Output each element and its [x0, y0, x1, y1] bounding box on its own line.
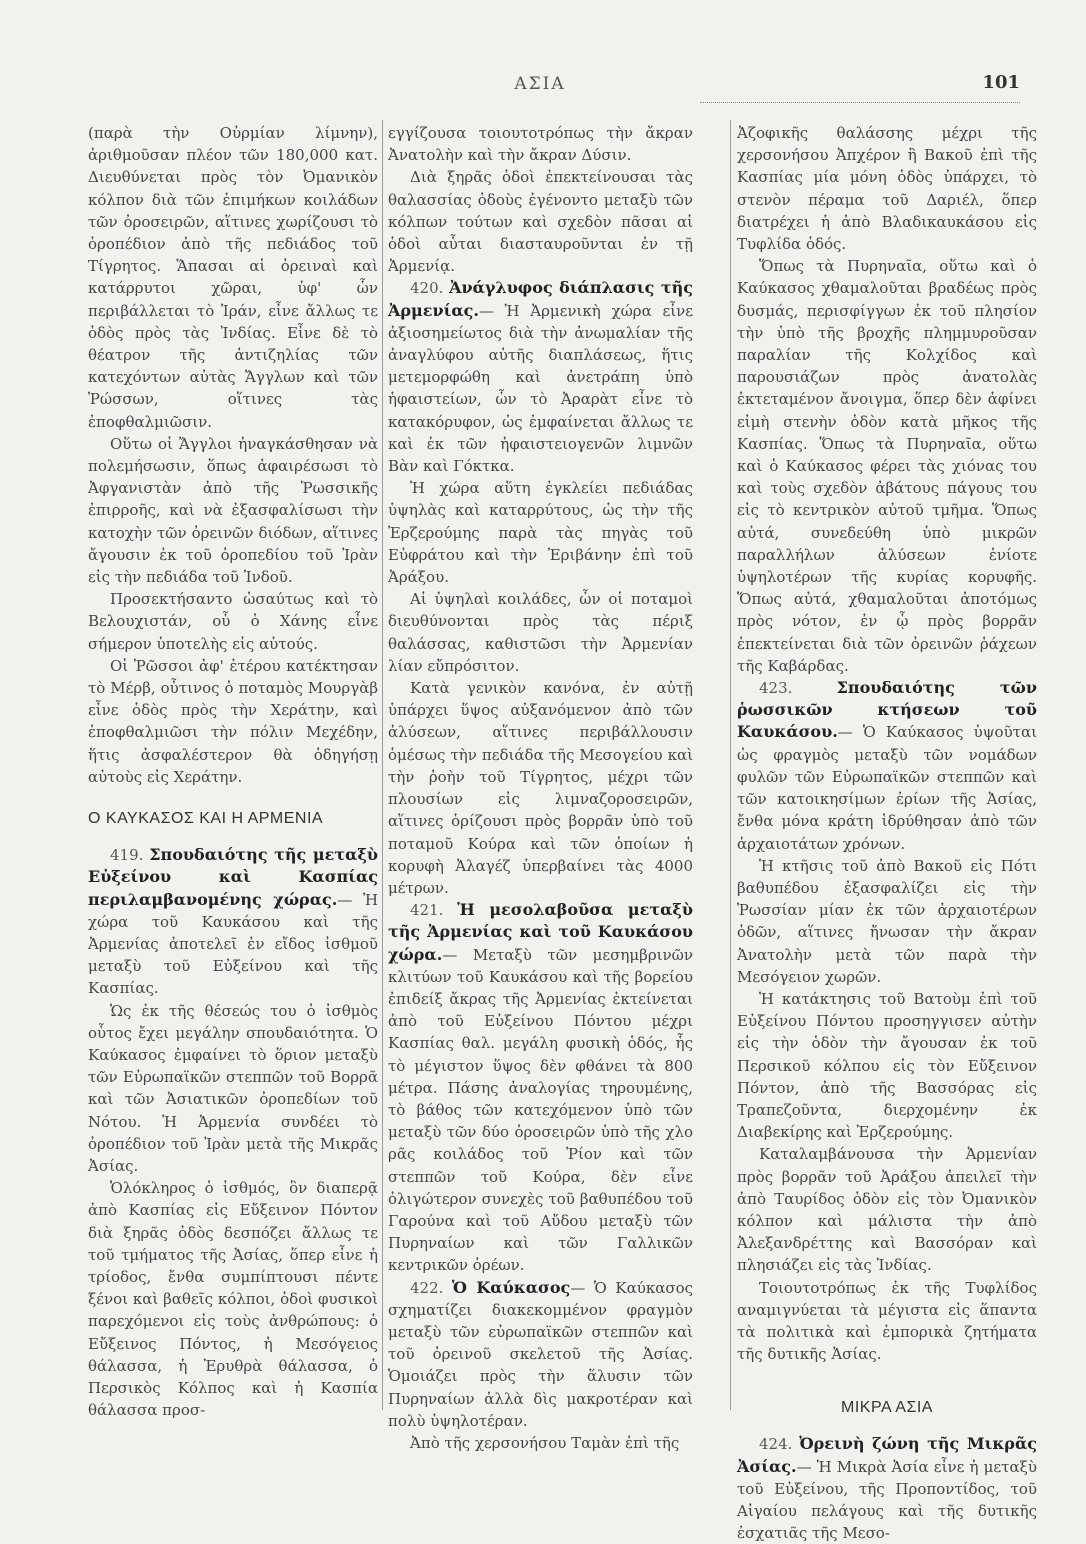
section-number: 421.	[410, 901, 444, 920]
section-424	[737, 1433, 1037, 1544]
paragraph: Ἡ κατάκτησις τοῦ Βατοὺμ ἐπὶ τοῦ Εὐξείνου Πόντου προσηγγισεν αὐτὴν εἰς τὴν ὁδὸν τὴν ἄγουσαν ἐκ τοῦ Περσικοῦ κόλπου εἰς τὸν Εὔξεινον Πόντον, ἀπὸ τῆς Βασσόρας εἰς Τραπεζοῦντα, διερχομένην ἐκ Διαβεκίρης καὶ Ἐρζερούμης.	[737, 989, 1037, 1142]
section-text: — Μεταξὺ τῶν μεσημβρινῶν κλιτύων τοῦ Καυκάσου καὶ τῆς βορείου ἐπιδείξ ἄκρας τῆς Ἀρμενίας ἐκτείνεται ἀπὸ τοῦ Εὐξείνου Πόντου μέχρι Κασπίας θαλ. μεγάλη φυσικὴ ὁδός, ἧς τὸ μέγιστον ὕψος δὲν φθάνει τὰ 800 μέτρα. Πάσης ἀναλογίας τηρουμένης, τὸ βάθος τῶν κατεχόμενον ὑπὸ τῶν μεταξὺ τῶν δύο ὀροσειρῶν ὑπὸ τῆς χλο ρᾶς κοιλάδος τοῦ Ῥίον καὶ τῶν στεππῶν τοῦ Κούρα, δὲν εἶνε ὀλιγώτερον συνεχὲς τοῦ βαθυπέδου τοῦ Γαρούνα καὶ τοῦ Αὔδου μεταξὺ τῶν Πυρηναίων καὶ τῶν Γαλλικῶν κεντρικῶν ὀρέων.	[388, 945, 693, 1275]
section-421	[388, 899, 693, 1276]
paragraph: Ὁλόκληρος ὁ ἰσθμός, ὃν διαπερᾷ ἀπὸ Κασπίας εἰς Εὔξεινον Πόντον διὰ ξηρᾶς ὁδὸς δεσπόζει ἄλλως τε τοῦ τμήματος τῆς Ἀσίας, ὅπερ εἶνε ἡ τρίοδος, ἔνθα συμπίπτουσι πέντε ξένοι καὶ βαθεῖς κόλποι, ὁδοὶ φυσικοὶ παρεχόμενοι εἰς τοὺς ἀνθρώπους: ὁ Εὔξεινος Πόντος, ἡ Μεσόγειος θάλασσα, ἡ Ἐρυθρὰ θάλασσα, ὁ Περσικὸς Κόλπος καὶ ἡ Κασπία θάλασσα προσ-	[88, 1179, 378, 1420]
paragraph: Καταλαμβάνουσα τὴν Ἀρμενίαν πρὸς βορρᾶν τοῦ Ἀράξου ἀπειλεῖ τὴν ἀπὸ Ταυρίδος ὁδὸν εἰς τὸν Ὀμανικὸν κόλπον καὶ μάλιστα τὴν ἀπὸ Ἀλεξανδρέττης καὶ Βασσόραν καὶ πλησιάζει εἰς τὰς Ἰνδίας.	[737, 1145, 1037, 1275]
paragraph: Ἡ κτῆσις τοῦ ἀπὸ Βακοῦ εἰς Πότι βαθυπέδου ἐξασφαλίζει εἰς τὴν Ῥωσσίαν μίαν ἐκ τῶν ἀρχαιοτέρων ὁδῶν, αἵτινες ἤνωσαν τὴν ἄκραν Ἀνατολὴν μετὰ τῶν παρὰ τὴν Μεσόγειον χωρῶν.	[737, 856, 1037, 986]
paragraph: Ἀπὸ τῆς χερσονήσου Ταμὰν ἐπὶ τῆς	[410, 1433, 680, 1452]
paragraph: Ὡς ἐκ τῆς θέσεώς του ὁ ἰσθμὸς οὗτος ἔχει μεγάλην σπουδαιότητα. Ὁ Καύκασος ἐμφαίνει τὸ ὅριον μεταξὺ τῶν Εὐρωπαϊκῶν στεππῶν τοῦ Βορρᾶ καὶ τῶν Ἀσιατικῶν ὀροπεδίων τοῦ Νότου. Ἡ Ἀρμενία συνδέει τὸ ὀροπέδιον τοῦ Ἰρὰν μετὰ τῆς Μικρᾶς Ἀσίας.	[88, 1001, 378, 1175]
section-heading: Ο ΚΑΥΚΑΣΟΣ ΚΑΙ Η ΑΡΜΕΝΙΑ	[88, 810, 324, 828]
section-text: — Ἡ χώρα τοῦ Καυκάσου καὶ τῆς Ἀρμενίας ἀποτελεῖ ἐν εἴδος ἰσθμοῦ μεταξὺ τοῦ Εὐξείνου καὶ τῆς Κασπίας.	[88, 890, 378, 998]
paragraph: εγγίζουσα τοιουτοτρόπως τὴν ἄκραν Ἀνατολὴν καὶ τὴν ἄκραν Δύσιν.	[388, 124, 693, 165]
section-number: 422.	[410, 1278, 444, 1297]
section-419	[88, 844, 378, 999]
section-422	[388, 1277, 693, 1432]
section-title: Σπουδαιότης τῶν ῥωσσικῶν κτήσεων τοῦ Καυκάσου.	[737, 678, 1037, 742]
paragraph: Ἡ χώρα αὕτη ἐγκλείει πεδιάδας ὑψηλὰς καὶ καταρρύτους, ὡς τὴν τῆς Ἐρζερούμης παρὰ τὰς πηγὰς τοῦ Εὐφράτου καὶ τὴν Ἐριβάνην ἐπὶ τοῦ Ἀράξου.	[388, 479, 693, 587]
section-423	[737, 677, 1037, 855]
section-title: Σπουδαιότης τῆς μεταξὺ Εὐξείνου καὶ Κασπίας περιλαμβανομένης χώρας.	[88, 845, 378, 909]
column-right	[737, 122, 1037, 1543]
paragraph: Διὰ ξηρᾶς ὁδοὶ ἐπεκτείνουσαι τὰς θαλασσίας ὁδοὺς ἐγένοντο μεταξὺ τῶν κόλπων τούτων καὶ σχεδὸν πᾶσαι αἱ ὁδοὶ αὗται διασταυροῦνται ἐν τῇ Ἀρμενίᾳ.	[388, 168, 693, 276]
column-middle	[388, 122, 694, 1452]
section-heading: ΜΙΚΡΑ ΑΣΙΑ	[841, 1399, 933, 1417]
section-text: — Ὁ Καύκασος ὑψοῦται ὡς φραγμὸς μεταξὺ τῶν νομάδων φυλῶν τῶν Εὐρωπαϊκῶν στεππῶν καὶ τῶν κατοικησίμων ἐρίων τῆς Ἀσίας, ἔνθα μόνα κράτη ἱδρύθησαν ἀπὸ τῶν ἀρχαιοτάτων χρόνων.	[737, 723, 1037, 853]
paragraph: Ἀζοφικῆς θαλάσσης μέχρι τῆς χερσονήσου Ἀπχέρον ἢ Βακοῦ ἐπὶ τῆς Κασπίας μία μόνη ὁδὸς ὑπάρχει, τὸ στενὸν πέραμα τοῦ Δαριέλ, ὅπερ διατρέχει ἡ ἀπὸ Βλαδικαυκάσου εἰς Τυφλίδα ὁδός.	[737, 124, 1037, 254]
paragraph: (παρὰ τὴν Οὐρμίαν λίμνην), ἀριθμοῦσαν πλέον τῶν 180,000 κατ. Διευθύνεται πρὸς τὸν Ὀμανικὸν κόλπον διὰ τῶν ἐπιμήκων κοιλάδων τῶν ὀροσειρῶν, αἵτινες χωρίζουσι τὸ ὀροπέδιον ἀπὸ τῆς πεδιάδος τοῦ Τίγρητος. Ἅπασαι αἱ ὀρειναὶ καὶ κατάρρυτοι χῶραι, ὑφ' ὧν περιβάλλεται τὸ Ἰράν, εἶνε ἄλλως τε ὁδὸς πρὸς τὰς Ἰνδίας. Εἶνε δὲ τὸ θέατρον τῆς ἀντιζηλίας τῶν κατεχόντων αὐτὰς Ἄγγλων καὶ τῶν Ῥώσσων, οἵτινες τὰς ἐποφθαλμιῶσιν.	[88, 124, 378, 431]
section-title: Ὁ Καύκασος	[452, 1277, 571, 1297]
section-number: 419.	[110, 846, 144, 865]
section-number: 420.	[410, 279, 444, 298]
column-left	[88, 122, 378, 1420]
section-title: Ἡ μεσολαβοῦσα μεταξὺ τῆς Ἀρμενίας καὶ τοῦ Καυκάσου χώρα.	[388, 900, 693, 964]
paragraph: Ὅπως τὰ Πυρηναῖα, οὕτω καὶ ὁ Καύκασος χθαμαλοῦται βραδέως πρὸς δυσμάς, περισφίγγων ἐκ τοῦ πλησίον τὴν ὑπὸ τῆς βροχῆς πλημμυροῦσαν παραλίαν τῆς Κολχίδος καὶ παρουσιάζων πρὸς ἀνατολὰς ἐκτεταμένον ἄνοιγμα, ὅπερ δὲν ἀφίνει εἰμὴ στενὴν ὁδὸν κατὰ μῆκος τῆς Κασπίας. Ὅπως τὰ Πυρηναῖα, οὕτω καὶ ὁ Καύκασος φέρει τὰς χιόνας του καὶ τοὺς σχεδὸν ἀβάτους πάγους του εἰς τὸ κεντρικὸν αὐτοῦ τμῆμα. Ὅπως αὐτά, συνεδεύθη ὑπὸ μικρῶν παραλλήλων ἁλύσεων ἐνίοτε ὑψηλοτέρων τῆς κυρίας κορυφῆς. Ὅπως αὐτά, χθαμαλοῦται ἀποτόμως πρὸς νότον, ἐν ᾧ πρὸς βορρᾶν ἐπεκτείνεται διὰ τῶν ὀρεινῶν ῥάχεων τῆς Καβάρδας.	[737, 257, 1037, 675]
section-number: 424.	[759, 1435, 793, 1454]
column-divider	[382, 120, 383, 1410]
paragraph: Οἱ Ῥῶσσοι ἀφ' ἑτέρου κατέκτησαν τὸ Μέρβ, οὗτινος ὁ ποταμὸς Μουργὰβ εἶνε ὁδὸς πρὸς τὴν Χεράτην, καὶ ἐποφθαλμιῶσι τὴν πόλιν Μεχέδην, ἥτις ἀσφαλέστερον θὰ ὁδηγήσῃ αὐτοὺς εἰς Χεράτην.	[88, 656, 378, 786]
section-420	[388, 277, 693, 477]
paragraph: Προσεκτήσαντο ὡσαύτως καὶ τὸ Βελουχιστάν, οὗ ὁ Χάνης εἶνε σήμερον ὑποτελὴς εἰς αὐτούς.	[88, 590, 378, 653]
paragraph: Οὕτω οἱ Ἄγγλοι ἠναγκάσθησαν νὰ πολεμήσωσιν, ὅπως ἀφαιρέσωσι τὸ Ἀφγανιστὰν ἀπὸ τῆς Ῥωσσικῆς ἐπιρροῆς, καὶ νὰ ἐξασφαλίσωσι τὴν κατοχὴν τῶν ὀρεινῶν διόδων, αἵτινες ἄγουσιν ἐκ τοῦ ὀροπεδίου τοῦ Ἰρὰν εἰς τὴν πεδιάδα τοῦ Ἰνδοῦ.	[88, 434, 378, 587]
page-number: 101	[982, 72, 1020, 93]
section-text: — Ἡ Μικρὰ Ἀσία εἶνε ἡ μεταξὺ τοῦ Εὐξείνου, τῆς Προποντίδος, τοῦ Αἰγαίου πελάγους καὶ τῆς δυτικῆς ἐσχατιᾶς τῆς Μεσο-	[737, 1457, 1037, 1543]
paragraph: Κατὰ γενικὸν κανόνα, ἐν αὐτῇ ὑπάρχει ὕψος αὐξανόμενον ἀπὸ τῶν ἁλύσεων, αἵτινες περιβάλλουσιν ὁμέσως τὴν πεδιάδα τῆς Μεσογείου καὶ τὴν ῥοὴν τοῦ Τίγρητος, μέχρι τῶν πλουσίων εἰς λιμναζοροσειρῶν, αἵτινες ὁρίζουσι πρὸς βορρᾶν ὑπὸ τοῦ ποταμοῦ Κούρα καὶ τῶν ὁποίων ἡ κορυφὴ Ἀλαγέζ ὑπερβαίνει τὰς 4000 μέτρων.	[388, 679, 693, 897]
column-divider	[730, 120, 731, 1410]
section-text: — Ἡ Ἀρμενικὴ χώρα εἶνε ἀξιοσημείωτος διὰ τὴν ἀνωμαλίαν τῆς ἀναγλύφου αὐτῆς διαπλάσεως, ἥτις μετεμορφώθη καὶ ἀνετράπη ὑπὸ ἡφαιστείων, ὧν τὸ Ἀραρὰτ εἶνε τὸ κατακόρυφον, ὡς ἐμφαίνεται ἄλλως τε καὶ ἐκ τῶν ἡφαιστειογενῶν λιμνῶν Βὰν καὶ Γόκτκα.	[388, 301, 693, 476]
paragraph: Αἱ ὑψηλαὶ κοιλάδες, ὧν οἱ ποταμοὶ διευθύνονται πρὸς τὰς πέριξ θαλάσσας, καθιστῶσι τὴν Ἀρμενίαν λίαν εὔπρόσιτον.	[388, 590, 693, 675]
paragraph: Τοιουτοτρόπως ἐκ τῆς Τυφλίδος αναμιγνύεται τὰ μέγιστα εἰς ἅπαντα τὰ πολιτικὰ καὶ ἐμπορικὰ ζητήματα τῆς δυτικῆς Ἀσίας.	[737, 1278, 1037, 1364]
running-title: ΑΣΙΑ	[514, 74, 566, 94]
section-text: — Ὁ Καύκασος σχηματίζει διακεκομμένον φραγμὸν μεταξὺ τῶν εὐρωπαϊκῶν στεππῶν καὶ τοῦ ὀρεινοῦ σκελετοῦ τῆς Ἀσίας. Ὁμοιάζει πρὸς τὴν ἅλυσιν τῶν Πυρηναίων ἀλλὰ δὶς μακροτέραν καὶ πολὺ ὑψηλοτέραν.	[388, 1278, 694, 1430]
header-rule	[700, 102, 1020, 103]
running-header	[60, 72, 1020, 106]
section-title: Ὀρεινὴ ζώνη τῆς Μικρᾶς Ἀσίας.	[737, 1434, 1037, 1476]
section-title: Ἀνάγλυφος διάπλασις τῆς Ἀρμενίας.	[388, 278, 693, 320]
section-number: 423.	[759, 679, 793, 698]
